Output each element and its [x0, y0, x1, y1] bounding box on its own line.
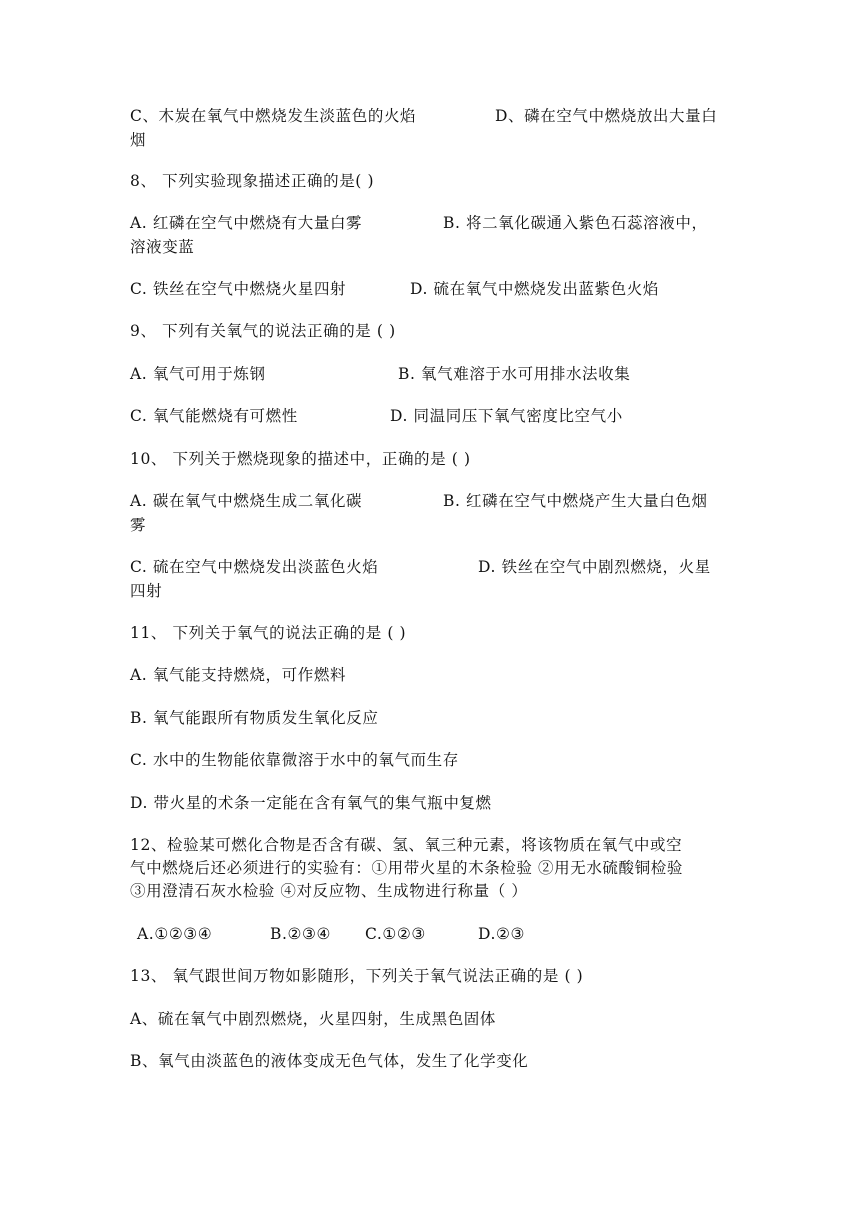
question-10-stem: 10、 下列关于燃烧现象的描述中，正确的是 ( ): [130, 450, 471, 468]
option-a: A. 氧气可用于炼钢: [130, 365, 266, 383]
option-c: C.①②③: [365, 925, 426, 943]
question-9-stem: 9、 下列有关氧气的说法正确的是 ( ): [130, 322, 396, 340]
option-a: A、硫在氧气中剧烈燃烧，火星四射，生成黑色固体: [130, 1010, 496, 1028]
option-b: B.②③④: [270, 925, 332, 943]
question-13-stem: 13、 氧气跟世间万物如影随形，下列关于氧气说法正确的是 ( ): [130, 967, 584, 985]
text-line: 烟: [130, 131, 147, 149]
option-a: A. 碳在氧气中燃烧生成二氧化碳: [130, 492, 363, 510]
option-a: A. 红磷在空气中燃烧有大量白雾: [130, 214, 363, 232]
option-d: D. 同温同压下氧气密度比空气小: [390, 407, 623, 425]
option-d: D. 铁丝在空气中剧烈燃烧，火星: [478, 558, 711, 576]
option-b: B. 氧气能跟所有物质发生氧化反应: [130, 709, 379, 727]
text-line: 四射: [130, 582, 163, 600]
option-c: C. 水中的生物能依靠微溶于水中的氧气而生存: [130, 751, 459, 769]
text-line: 气中燃烧后还必须进行的实验有：①用带火星的木条检验 ②用无水硫酸铜检验: [130, 859, 683, 877]
text-line: C、木炭在氧气中燃烧发生淡蓝色的火焰: [130, 107, 417, 125]
question-11-stem: 11、 下列关于氧气的说法正确的是 ( ): [130, 624, 407, 642]
option-d: D. 带火星的术条一定能在含有氧气的集气瓶中复燃: [130, 794, 492, 812]
text-line: 雾: [130, 516, 147, 534]
option-a: A. 氧气能支持燃烧，可作燃料: [130, 666, 347, 684]
option-b: B. 氧气难溶于水可用排水法收集: [398, 365, 631, 383]
option-d: D. 硫在氧气中燃烧发出蓝紫色火焰: [410, 280, 659, 298]
option-b: B. 红磷在空气中燃烧产生大量白色烟: [443, 492, 708, 510]
option-b: B. 将二氧化碳通入紫色石蕊溶液中，: [443, 214, 708, 232]
question-8-stem: 8、 下列实验现象描述正确的是( ): [130, 172, 375, 190]
question-12-stem: 12、检验某可燃化合物是否含有碳、氢、氧三种元素，将该物质在氧气中或空: [130, 836, 683, 854]
text-line: 溶液变蓝: [130, 238, 195, 256]
option-c: C. 铁丝在空气中燃烧火星四射: [130, 280, 347, 298]
text-line: D、磷在空气中燃烧放出大量白: [495, 107, 718, 125]
text-line: ③用澄清石灰水检验 ④对反应物、生成物进行称量（ ）: [130, 882, 528, 900]
option-c: C. 氧气能燃烧有可燃性: [130, 407, 298, 425]
option-c: C. 硫在空气中燃烧发出淡蓝色火焰: [130, 558, 379, 576]
option-a: A.①②③④: [137, 925, 213, 943]
option-d: D.②③: [478, 925, 525, 943]
option-b: B、氧气由淡蓝色的液体变成无色气体，发生了化学变化: [130, 1052, 529, 1070]
